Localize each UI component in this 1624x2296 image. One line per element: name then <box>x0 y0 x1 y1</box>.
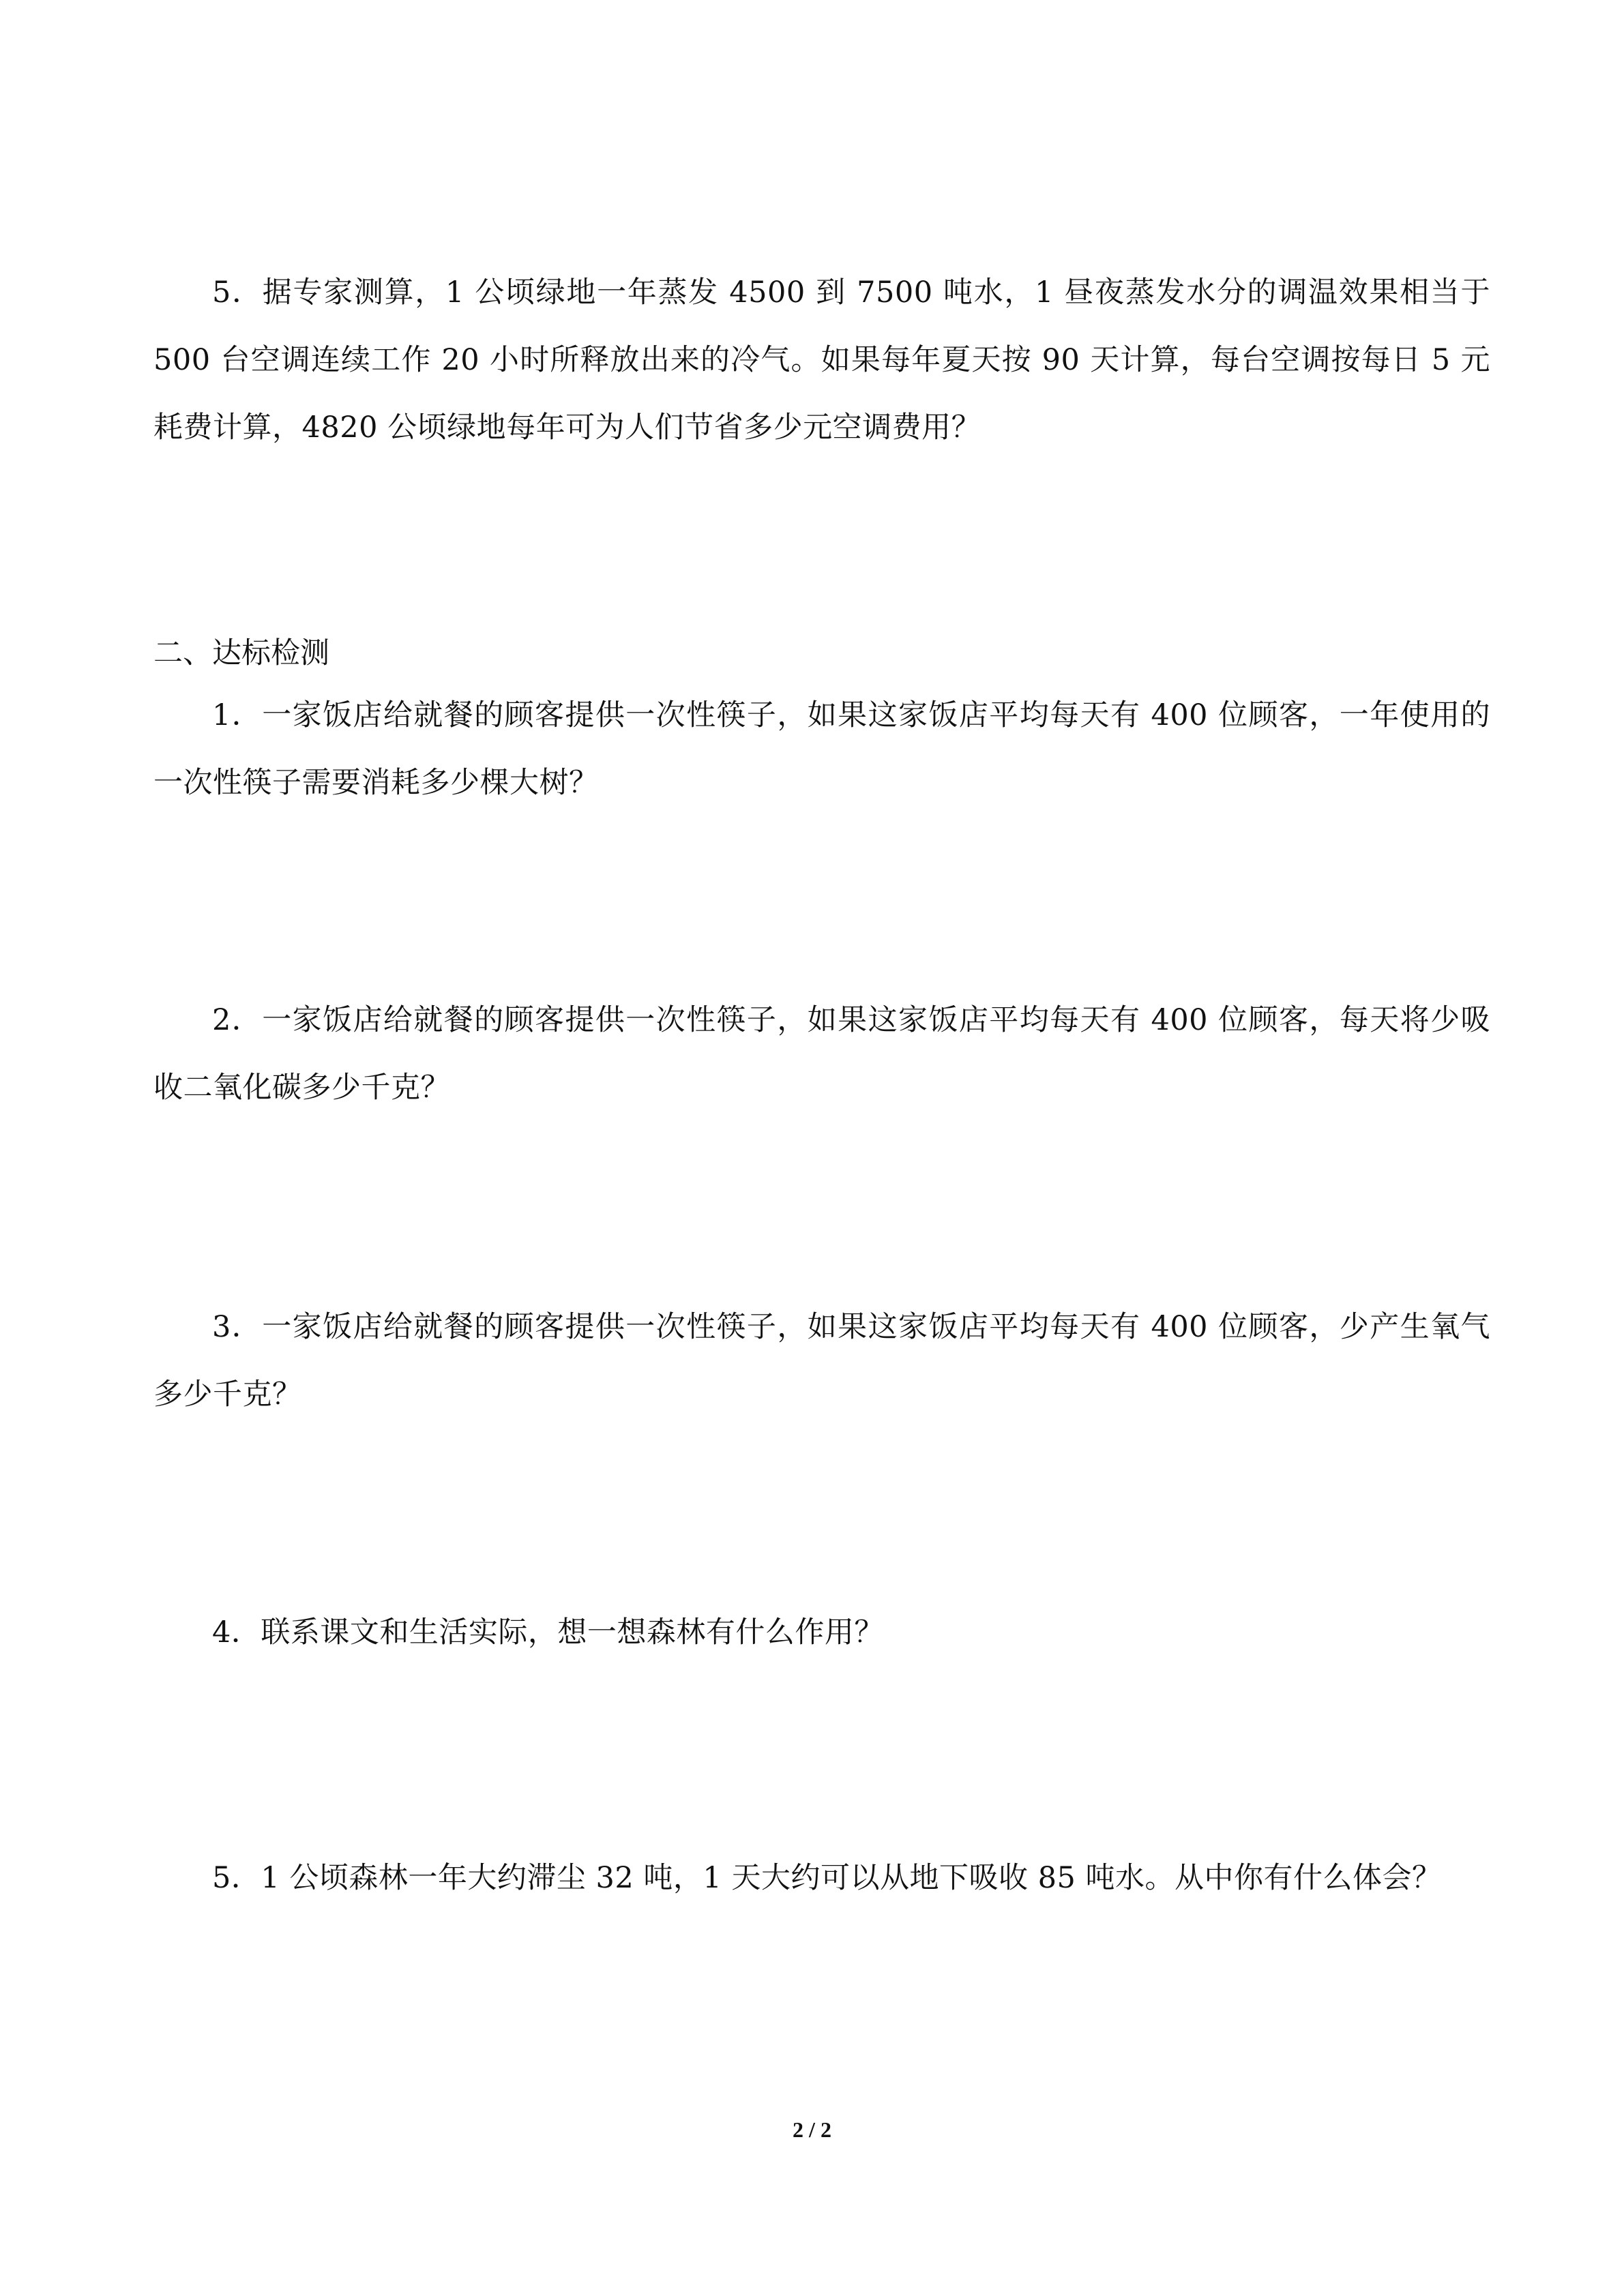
page-number: 2 / 2 <box>793 2117 831 2142</box>
assessment-question-1: 1．一家饭店给就餐的顾客提供一次性筷子，如果这家饭店平均每天有 400 位顾客，一年使用的一次性筷子需要消耗多少棵大树？ <box>153 698 1490 800</box>
question-5-green-land: 5．据专家测算，1 公顷绿地一年蒸发 4500 到 7500 吨水，1 昼夜蒸发水分的调温效果相当于 500 台空调连续工作 20 小时所释放出来的冷气。如果每年夏天按 90 天计算，每台空调按每日 5 元耗费计算，4820 公顷绿地每年可为人们节省多少元空调费用？ <box>153 275 1490 445</box>
assessment-question-3: 3．一家饭店给就餐的顾客提供一次性筷子，如果这家饭店平均每天有 400 位顾客，少产生氧气多少千克？ <box>153 1310 1490 1412</box>
section-heading-assessment: 二、达标检测 <box>153 636 329 670</box>
assessment-question-4: 4．联系课文和生活实际，想一想森林有什么作用？ <box>212 1615 884 1650</box>
assessment-question-5: 5．1 公顷森林一年大约滞尘 32 吨，1 天大约可以从地下吸收 85 吨水。从中你有什么体会？ <box>212 1861 1442 1895</box>
assessment-question-2: 2．一家饭店给就餐的顾客提供一次性筷子，如果这家饭店平均每天有 400 位顾客，每天将少吸收二氧化碳多少千克？ <box>153 1003 1490 1105</box>
